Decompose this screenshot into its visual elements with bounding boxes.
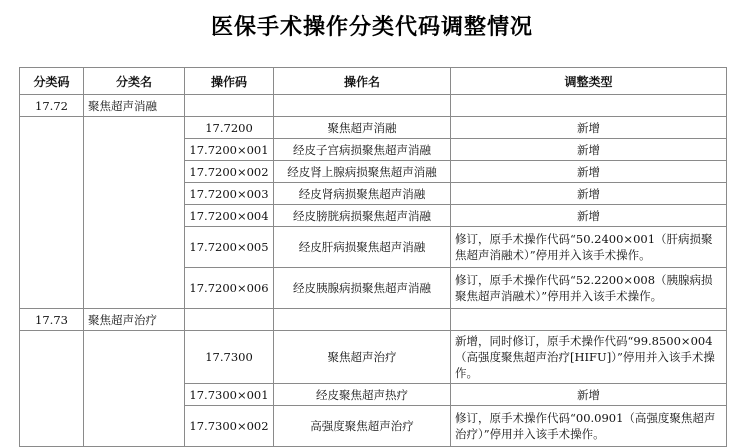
empty-cell: [451, 95, 727, 117]
op-code-cell: 17.7200×005: [185, 227, 274, 268]
page-title: 医保手术操作分类代码调整情况: [210, 15, 533, 40]
op-code-cell: 17.7200×002: [185, 161, 274, 183]
op-name-cell: 经皮肾上腺病损聚焦超声消融: [274, 161, 451, 183]
op-code-cell: 17.7300×001: [185, 384, 274, 406]
adjust-type-cell: 新增: [451, 384, 727, 406]
adjust-type-cell: 新增: [451, 205, 727, 227]
category-name-spacer: [84, 117, 185, 309]
empty-cell: [185, 309, 274, 331]
adjust-type-cell: 修订，原手术操作代码“50.2400×001（肝病损聚焦超声消融术）”停用并入该手术操作。: [451, 227, 727, 268]
op-name-cell: 经皮膀胱病损聚焦超声消融: [274, 205, 451, 227]
op-name-cell: 经皮肝病损聚焦超声消融: [274, 227, 451, 268]
adjust-type-cell: 修订，原手术操作代码“00.0901（高强度聚焦超声治疗）”停用并入该手术操作。: [451, 406, 727, 447]
adjust-type-cell: 新增: [451, 139, 727, 161]
group-row: [20, 309, 727, 331]
group-row: [20, 95, 727, 117]
table-row: [20, 117, 727, 139]
adjustment-table: [19, 67, 727, 447]
empty-cell: [274, 95, 451, 117]
op-code-cell: 17.7200×003: [185, 183, 274, 205]
adjust-type-cell: 新增: [451, 117, 727, 139]
table-header-row: [20, 68, 727, 95]
op-name-cell: 聚焦超声治疗: [274, 331, 451, 384]
op-name-cell: 聚焦超声消融: [274, 117, 451, 139]
op-name-cell: 经皮聚焦超声热疗: [274, 384, 451, 406]
adjust-type-cell: 新增: [451, 183, 727, 205]
category-name-spacer: [84, 331, 185, 447]
category-name-cell: 聚焦超声消融: [84, 95, 185, 117]
category-code-spacer: [20, 117, 84, 309]
op-code-cell: 17.7200×004: [185, 205, 274, 227]
category-code-spacer: [20, 331, 84, 447]
header-category-code: 分类码: [20, 68, 84, 95]
category-code-cell: 17.72: [20, 95, 84, 117]
empty-cell: [274, 309, 451, 331]
adjust-type-cell: 新增: [451, 161, 727, 183]
empty-cell: [451, 309, 727, 331]
op-code-cell: 17.7300: [185, 331, 274, 384]
header-adjust-type: 调整类型: [451, 68, 727, 95]
op-code-cell: 17.7300×002: [185, 406, 274, 447]
header-op-code: 操作码: [185, 68, 274, 95]
op-name-cell: 高强度聚焦超声治疗: [274, 406, 451, 447]
adjust-type-cell: 新增，同时修订，原手术操作代码“99.8500×004（高强度聚焦超声治疗[HIFU]）”停用并入该手术操作。: [451, 331, 727, 384]
op-name-cell: 经皮胰腺病损聚焦超声消融: [274, 268, 451, 309]
op-code-cell: 17.7200×001: [185, 139, 274, 161]
header-category-name: 分类名: [84, 68, 185, 95]
category-code-cell: 17.73: [20, 309, 84, 331]
empty-cell: [185, 95, 274, 117]
op-name-cell: 经皮肾病损聚焦超声消融: [274, 183, 451, 205]
header-op-name: 操作名: [274, 68, 451, 95]
category-name-cell: 聚焦超声治疗: [84, 309, 185, 331]
op-code-cell: 17.7200×006: [185, 268, 274, 309]
table-row: [20, 331, 727, 384]
op-name-cell: 经皮子宫病损聚焦超声消融: [274, 139, 451, 161]
op-code-cell: 17.7200: [185, 117, 274, 139]
adjust-type-cell: 修订，原手术操作代码“52.2200×008（胰腺病损聚焦超声消融术）”停用并入该手术操作。: [451, 268, 727, 309]
